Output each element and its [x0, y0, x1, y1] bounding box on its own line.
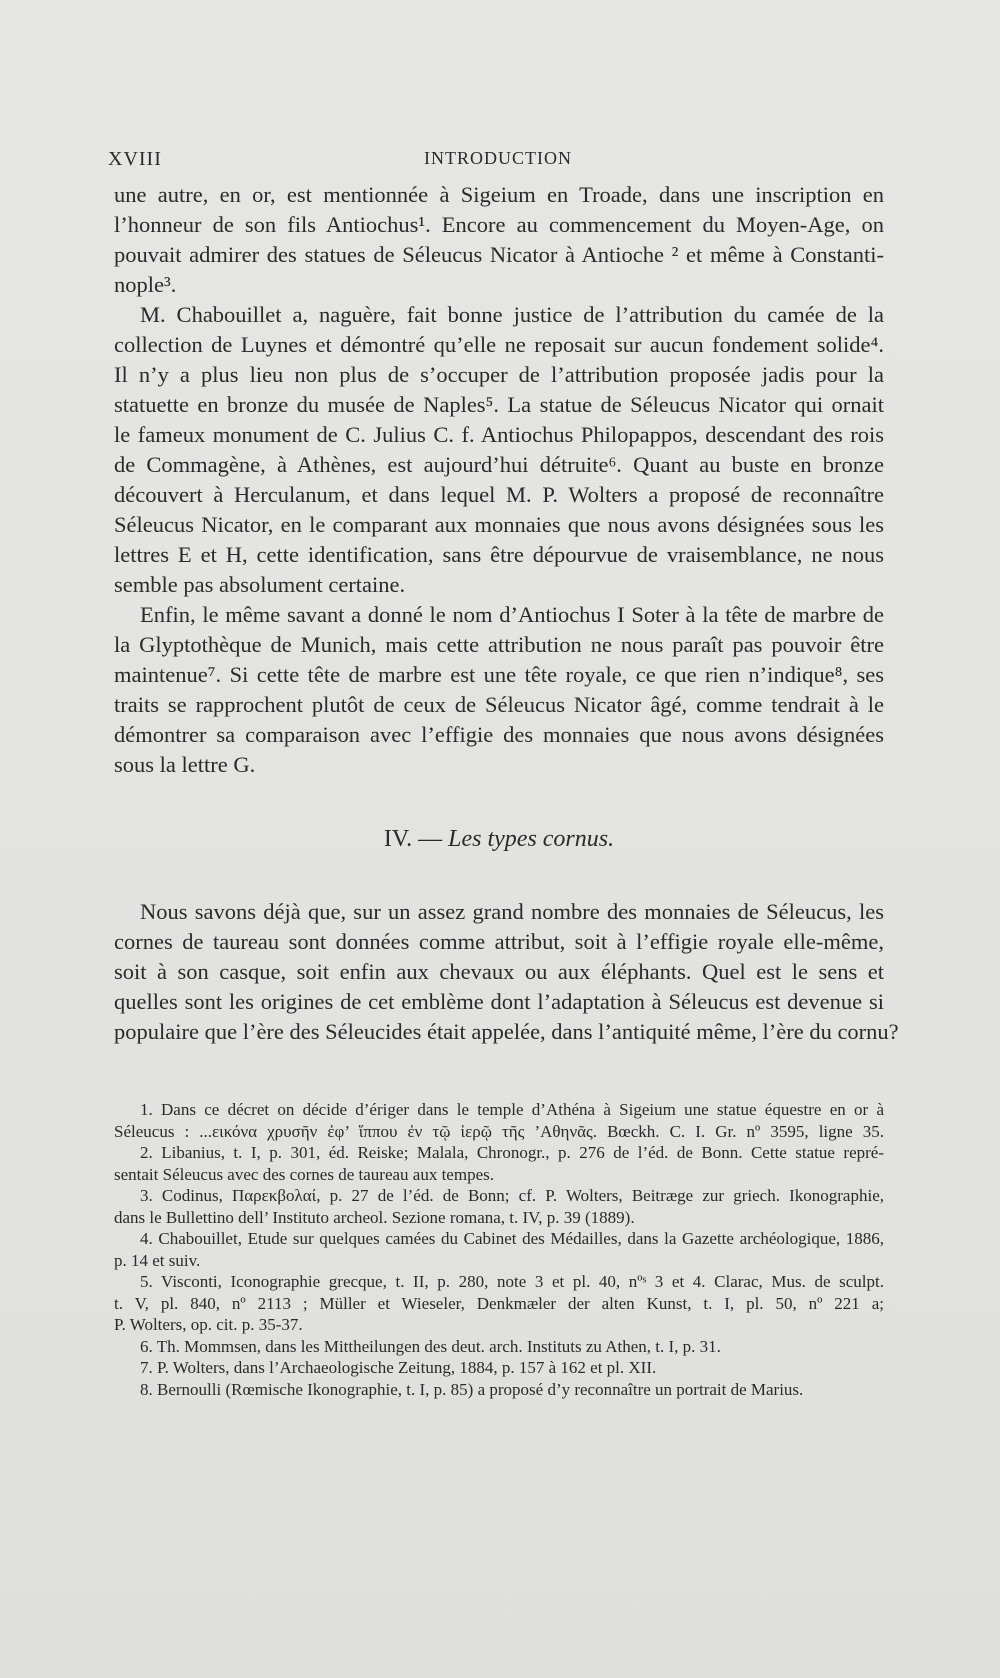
text-line: nople³.	[114, 272, 177, 297]
text-line: cornes de taureau sont données comme attribut, soit à l’effigie royale elle-même,	[114, 929, 884, 954]
running-title: INTRODUCTION	[424, 148, 572, 168]
text-line: Il n’y a plus lieu non plus de s’occuper de l’attribution proposée jadis pour la	[114, 362, 884, 387]
footnote-line: 6. Th. Mommsen, dans les Mittheilungen des deut. arch. Instituts zu Athen, t. I, p. 31.	[140, 1336, 721, 1356]
text-line: statuette en bronze du musée de Naples⁵. La statue de Séleucus Nicator qui ornait	[114, 392, 884, 417]
footnote-line: 5. Visconti, Iconographie grecque, t. II, p. 280, note 3 et pl. 40, nºˢ 3 et 4. Clarac, Mus. de sculpt.	[140, 1272, 884, 1291]
text-line: découvert à Herculanum, et dans lequel M. P. Wolters a proposé de reconnaître	[114, 482, 884, 507]
page-number: XVIII	[108, 148, 162, 170]
text-line: semble pas absolument certaine.	[114, 572, 406, 597]
footnote-line: sentait Séleucus avec des cornes de taureau aux tempes.	[114, 1164, 494, 1184]
footnote-line: 7. P. Wolters, dans l’Archaeologische Zeitung, 1884, p. 157 à 162 et pl. XII.	[140, 1358, 657, 1377]
text-line: M. Chabouillet a, naguère, fait bonne justice de l’attribution du camée de la	[140, 302, 884, 327]
footnote-line: 2. Libanius, t. I, p. 301, éd. Reiske; Malala, Chronogr., p. 276 de l’éd. de Bonn. Cette statue repré-	[140, 1143, 884, 1162]
text-line: Séleucus Nicator, en le comparant aux monnaies que nous avons désignées sous les	[114, 512, 884, 537]
text-line: quelles sont les origines de cet emblème dont l’adaptation à Séleucus est devenue si	[114, 989, 884, 1014]
text-line: collection de Luynes et démontré qu’elle ne reposait sur aucun fondement solide⁴.	[114, 332, 884, 357]
footnote-line: 8. Bernoulli (Rœmische Ikonographie, t. I, p. 85) a proposé d’y reconnaître un portrait de Marius.	[140, 1379, 804, 1399]
footnote-line: dans le Bullettino dell’ Instituto archeol. Sezione romana, t. IV, p. 39 (1889).	[114, 1207, 635, 1227]
footnote-line: p. 14 et suiv.	[114, 1250, 201, 1270]
footnote-line: 1. Dans ce décret on décide d’ériger dans le temple d’Athéna à Sigeium une statue équestre en or à	[140, 1100, 884, 1119]
text-line: de Commagène, à Athènes, est aujourd’hui détruite⁶. Quant au buste en bronze	[114, 452, 884, 477]
text-line: sous la lettre G.	[114, 752, 256, 777]
footnote-line: P. Wolters, op. cit. p. 35-37.	[114, 1315, 303, 1334]
text-line: traits se rapprochent plutôt de ceux de Séleucus Nicator âgé, comme tendrait à le	[114, 692, 884, 717]
section-title: Les types cornus.	[448, 826, 615, 852]
section-heading	[114, 826, 884, 853]
text-line: la Glyptothèque de Munich, mais cette attribution ne nous paraît pas pouvoir être	[114, 632, 884, 657]
text-line: lettres E et H, cette identification, sans être dépourvue de vraisemblance, ne nous	[114, 542, 884, 567]
text-line: une autre, en or, est mentionnée à Sigeium en Troade, dans une inscription en	[114, 182, 884, 207]
main-text	[114, 180, 899, 1047]
text-line: pouvait admirer des statues de Séleucus Nicator à Antioche ² et même à Constanti-	[114, 242, 884, 267]
footnote-line: Séleucus : ...εικόνα χρυσῆν ἐφ’ ἵππου ἐν τῷ ἱερῷ τῆς ’Αθηνᾶς. Bœckh. C. I. Gr. nº 3595, ligne 35.	[114, 1121, 884, 1141]
text-line: maintenue⁷. Si cette tête de marbre est une tête royale, ce que rien n’indique⁸, ses	[114, 662, 884, 687]
text-line: l’honneur de son fils Antiochus¹. Encore au commencement du Moyen-Age, on	[114, 212, 884, 237]
text-line: soit à son casque, soit enfin aux chevaux ou aux éléphants. Quel est le sens et	[114, 959, 884, 984]
text-line: démontrer sa comparaison avec l’effigie des monnaies que nous avons désignées	[114, 722, 884, 747]
section-number: IV. —	[383, 826, 443, 852]
footnote-line: 4. Chabouillet, Etude sur quelques camées du Cabinet des Médailles, dans la Gazette archéologique, 1886,	[140, 1229, 884, 1248]
text-line: populaire que l’ère des Séleucides était appelée, dans l’antiquité même, l’ère du cornu?	[114, 1019, 899, 1044]
text-line: Nous savons déjà que, sur un assez grand nombre des monnaies de Séleucus, les	[140, 899, 884, 924]
footnote-line: t. V, pl. 840, nº 2113 ; Müller et Wieseler, Denkmæler der alten Kunst, t. I, pl. 50, nº 221 a;	[114, 1293, 884, 1313]
footnotes	[114, 1099, 884, 1400]
footnote-line: 3. Codinus, Παρεκβολαί, p. 27 de l’éd. de Bonn; cf. P. Wolters, Beitræge zur griech. Ikonographie,	[140, 1186, 884, 1205]
text-line: le fameux monument de C. Julius C. f. Antiochus Philopappos, descendant des rois	[114, 422, 884, 447]
page-header	[108, 148, 888, 174]
text-line: Enfin, le même savant a donné le nom d’Antiochus I Soter à la tête de marbre de	[140, 602, 884, 627]
